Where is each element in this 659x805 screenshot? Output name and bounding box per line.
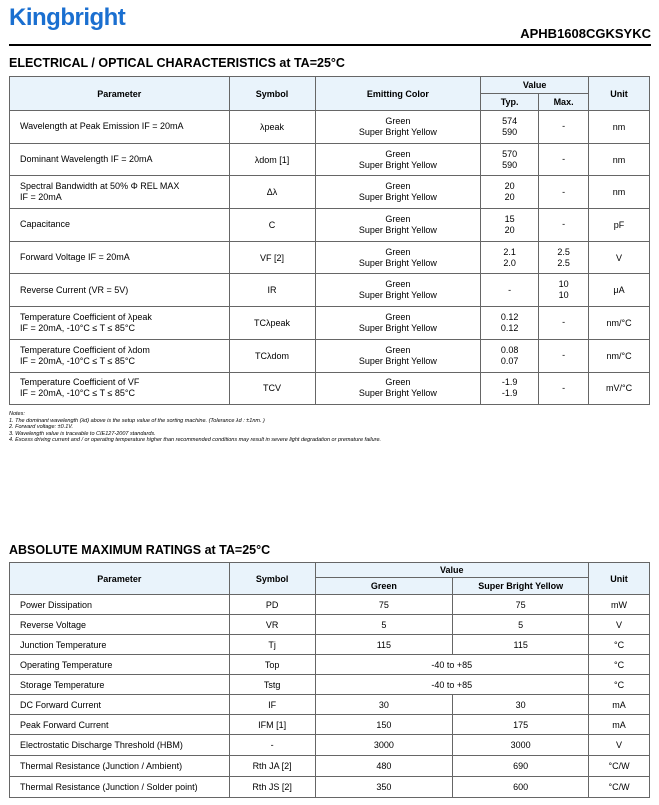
note-line: 4. Excess driving current and / or operating temperature higher than recommended conditions may result in severe light degradation or premature failure. [9, 437, 382, 444]
eo-typ-cell-line: 2.0 [503, 257, 516, 268]
eo-table-row [10, 307, 650, 340]
eo-max-cell-line: 2.5 [557, 257, 570, 268]
eo-max-cell-line: - [562, 350, 566, 361]
amr-unit-cell: °C [589, 655, 650, 675]
amr-yellow-cell: 3000 [453, 735, 589, 756]
eo-symbol-cell: λpeak [229, 111, 315, 144]
eo-symbol-cell: TCλdom [229, 339, 315, 372]
eo-header-color: Emitting Color [315, 77, 481, 111]
eo-parameter-cell [10, 111, 230, 144]
eo-color-cell-line: Green [385, 344, 411, 355]
eo-header-typ: Typ. [481, 94, 539, 111]
eo-unit-cell: μA [589, 274, 650, 307]
eo-parameter-cell-line: Wavelength at Peak Emission IF = 20mA [20, 121, 184, 132]
eo-parameter-cell-line: Capacitance [20, 219, 71, 230]
eo-table-row [10, 274, 650, 307]
amr-parameter-cell: Electrostatic Discharge Threshold (HBM) [10, 735, 230, 756]
amr-green-cell: 3000 [315, 735, 453, 756]
eo-parameter-cell-line: Spectral Bandwidth at 50% Φ REL MAX [20, 181, 180, 192]
header-divider [9, 44, 651, 46]
eo-unit-cell: nm [589, 143, 650, 176]
eo-table-row [10, 209, 650, 242]
eo-typ-cell-line: 0.12 [500, 322, 519, 333]
notes [9, 411, 381, 444]
amr-parameter-cell: Storage Temperature [10, 675, 230, 695]
eo-typ-cell [481, 143, 539, 176]
amr-unit-cell: °C/W [589, 777, 650, 798]
eo-typ-cell-line: 2.1 [503, 246, 516, 257]
eo-typ-cell [481, 339, 539, 372]
eo-color-cell-line: Green [385, 246, 411, 257]
amr-table-row [10, 756, 650, 777]
eo-color-cell-line: Green [385, 115, 411, 126]
eo-typ-cell-line: 570 [502, 148, 518, 159]
eo-typ-cell-line: 0.07 [500, 355, 519, 366]
amr-yellow-cell: 690 [453, 756, 589, 777]
absolute-max-ratings-table [9, 562, 650, 798]
amr-symbol-cell: VR [229, 615, 315, 635]
note-line: 1. The dominant wavelength (λd) above is the setup value of the sorting machine. (Tolerance λd : ±1nm. ) [9, 417, 265, 424]
amr-symbol-cell: Top [229, 655, 315, 675]
eo-parameter-cell [10, 241, 230, 274]
eo-unit-cell: nm/°C [589, 307, 650, 340]
amr-unit-cell: mA [589, 695, 650, 715]
eo-table-row [10, 111, 650, 144]
amr-unit-cell: mA [589, 715, 650, 735]
eo-header-max: Max. [539, 94, 589, 111]
eo-unit-cell: nm/°C [589, 339, 650, 372]
amr-green-cell: 75 [315, 595, 453, 615]
eo-max-cell-line: - [562, 154, 566, 165]
eo-unit-cell: V [589, 241, 650, 274]
amr-green-cell: 5 [315, 615, 453, 635]
eo-parameter-cell [10, 143, 230, 176]
eo-max-cell-line: 2.5 [557, 246, 570, 257]
amr-header-unit: Unit [589, 563, 650, 595]
eo-color-cell [315, 209, 481, 242]
eo-color-cell [315, 339, 481, 372]
eo-table-row [10, 339, 650, 372]
eo-color-cell-line: Super Bright Yellow [358, 322, 437, 333]
eo-symbol-cell: Δλ [229, 176, 315, 209]
eo-typ-cell-line: 0.08 [500, 344, 519, 355]
amr-unit-cell: V [589, 615, 650, 635]
eo-parameter-cell-line: Temperature Coefficient of VF [20, 377, 140, 388]
eo-symbol-cell: TCV [229, 372, 315, 405]
eo-parameter-cell-line: Temperature Coefficient of λdom [20, 344, 150, 355]
eo-color-cell-line: Super Bright Yellow [358, 355, 437, 366]
amr-parameter-cell: Peak Forward Current [10, 715, 230, 735]
note-line: 2. Forward voltage: ±0.1V. [9, 424, 74, 431]
amr-parameter-cell: Operating Temperature [10, 655, 230, 675]
eo-color-cell-line: Super Bright Yellow [358, 159, 437, 170]
eo-max-cell [539, 307, 589, 340]
amr-table-row [10, 655, 650, 675]
eo-typ-cell-line: 15 [504, 213, 515, 224]
eo-typ-cell [481, 111, 539, 144]
eo-max-cell-line: - [562, 382, 566, 393]
eo-typ-cell-line: - [508, 284, 512, 295]
eo-color-cell [315, 372, 481, 405]
amr-parameter-cell: DC Forward Current [10, 695, 230, 715]
amr-table-row [10, 615, 650, 635]
eo-typ-cell [481, 372, 539, 405]
eo-color-cell-line: Super Bright Yellow [358, 290, 437, 301]
eo-table-row [10, 176, 650, 209]
note-line: 3. Wavelength value is traceable to CIE127-2007 standards. [9, 430, 156, 437]
eo-color-cell-line: Green [385, 377, 411, 388]
amr-unit-cell: °C [589, 635, 650, 655]
amr-unit-cell: °C/W [589, 756, 650, 777]
amr-table-row [10, 735, 650, 756]
eo-section-title: ELECTRICAL / OPTICAL CHARACTERISTICS at TA=25°C [9, 56, 345, 70]
amr-symbol-cell: PD [229, 595, 315, 615]
amr-unit-cell: °C [589, 675, 650, 695]
eo-typ-cell-line: 590 [502, 126, 518, 137]
eo-header-parameter: Parameter [10, 77, 230, 111]
eo-unit-cell: nm [589, 176, 650, 209]
amr-unit-cell: V [589, 735, 650, 756]
eo-max-cell [539, 176, 589, 209]
amr-symbol-cell: Tstg [229, 675, 315, 695]
eo-color-cell-line: Super Bright Yellow [358, 257, 437, 268]
eo-parameter-cell [10, 209, 230, 242]
eo-max-cell-line: - [562, 121, 566, 132]
eo-symbol-cell: VF [2] [229, 241, 315, 274]
eo-color-cell-line: Green [385, 148, 411, 159]
eo-typ-cell [481, 209, 539, 242]
eo-characteristics-table [9, 76, 650, 405]
eo-parameter-cell-line: IF = 20mA, -10°C ≤ T ≤ 85°C [20, 322, 136, 333]
amr-table-row [10, 595, 650, 615]
eo-parameter-cell-line: Reverse Current (VR = 5V) [20, 284, 129, 295]
eo-symbol-cell: C [229, 209, 315, 242]
eo-header-unit: Unit [589, 77, 650, 111]
amr-table-row [10, 777, 650, 798]
eo-color-cell [315, 307, 481, 340]
eo-parameter-cell [10, 307, 230, 340]
amr-yellow-cell: 5 [453, 615, 589, 635]
eo-table-row [10, 372, 650, 405]
eo-parameter-cell [10, 176, 230, 209]
eo-max-cell [539, 241, 589, 274]
amr-section-title: ABSOLUTE MAXIMUM RATINGS at TA=25°C [9, 543, 271, 557]
eo-max-cell [539, 209, 589, 242]
amr-yellow-cell: 30 [453, 695, 589, 715]
amr-symbol-cell: - [229, 735, 315, 756]
eo-parameter-cell [10, 372, 230, 405]
amr-parameter-cell: Junction Temperature [10, 635, 230, 655]
eo-max-cell-line: 10 [558, 279, 569, 290]
eo-typ-cell [481, 274, 539, 307]
eo-color-cell-line: Green [385, 181, 411, 192]
eo-typ-cell-line: 20 [504, 224, 515, 235]
amr-symbol-cell: IF [229, 695, 315, 715]
amr-yellow-cell: 75 [453, 595, 589, 615]
eo-parameter-cell-line: Temperature Coefficient of λpeak [20, 311, 152, 322]
amr-symbol-cell: Rth JA [2] [229, 756, 315, 777]
eo-color-cell [315, 241, 481, 274]
amr-header-yellow: Super Bright Yellow [453, 578, 589, 595]
amr-symbol-cell: Tj [229, 635, 315, 655]
amr-green-cell: 115 [315, 635, 453, 655]
eo-typ-cell-line: 574 [502, 115, 518, 126]
eo-unit-cell: pF [589, 209, 650, 242]
amr-green-cell: 30 [315, 695, 453, 715]
eo-table-row [10, 143, 650, 176]
amr-header-green: Green [315, 578, 453, 595]
eo-typ-cell-line: -1.9 [501, 388, 518, 399]
amr-table-row [10, 695, 650, 715]
amr-table-row [10, 715, 650, 735]
part-number: APHB1608CGKSYKC [520, 26, 651, 41]
amr-yellow-cell: 115 [453, 635, 589, 655]
amr-header-parameter: Parameter [10, 563, 230, 595]
eo-typ-cell [481, 307, 539, 340]
eo-table-row [10, 241, 650, 274]
amr-green-cell: 150 [315, 715, 453, 735]
amr-yellow-cell: 600 [453, 777, 589, 798]
eo-unit-cell: nm [589, 111, 650, 144]
amr-unit-cell: mW [589, 595, 650, 615]
amr-table-row [10, 675, 650, 695]
eo-typ-cell-line: 20 [504, 181, 515, 192]
eo-color-cell-line: Super Bright Yellow [358, 224, 437, 235]
eo-max-cell-line: 10 [558, 290, 569, 301]
eo-typ-cell [481, 241, 539, 274]
eo-color-cell [315, 111, 481, 144]
amr-yellow-cell: 175 [453, 715, 589, 735]
eo-max-cell-line: - [562, 186, 566, 197]
eo-color-cell [315, 143, 481, 176]
eo-symbol-cell: IR [229, 274, 315, 307]
note-line: Notes: [9, 411, 25, 417]
eo-header-value: Value [481, 77, 589, 94]
amr-parameter-cell: Thermal Resistance (Junction / Solder point) [10, 777, 230, 798]
eo-header-symbol: Symbol [229, 77, 315, 111]
amr-parameter-cell: Reverse Voltage [10, 615, 230, 635]
eo-parameter-cell-line: Dominant Wavelength IF = 20mA [20, 154, 153, 165]
eo-parameter-cell-line: Forward Voltage IF = 20mA [20, 252, 130, 263]
eo-color-cell-line: Green [385, 311, 411, 322]
brand-logo: Kingbright [9, 4, 126, 31]
eo-max-cell [539, 339, 589, 372]
eo-typ-cell-line: 20 [504, 192, 515, 203]
eo-parameter-cell [10, 274, 230, 307]
eo-color-cell [315, 274, 481, 307]
eo-parameter-cell-line: IF = 20mA, -10°C ≤ T ≤ 85°C [20, 388, 136, 399]
eo-max-cell [539, 111, 589, 144]
eo-color-cell-line: Green [385, 213, 411, 224]
eo-typ-cell-line: -1.9 [501, 377, 518, 388]
amr-symbol-cell: IFM [1] [229, 715, 315, 735]
eo-parameter-cell-line: IF = 20mA [20, 192, 62, 203]
eo-max-cell [539, 143, 589, 176]
amr-green-cell: 480 [315, 756, 453, 777]
eo-symbol-cell: TCλpeak [229, 307, 315, 340]
eo-color-cell-line: Super Bright Yellow [358, 126, 437, 137]
amr-symbol-cell: Rth JS [2] [229, 777, 315, 798]
amr-green-cell: 350 [315, 777, 453, 798]
amr-value-span-cell: -40 to +85 [315, 675, 589, 695]
eo-color-cell-line: Green [385, 279, 411, 290]
eo-unit-cell: mV/°C [589, 372, 650, 405]
amr-table-row [10, 635, 650, 655]
amr-header-symbol: Symbol [229, 563, 315, 595]
eo-color-cell [315, 176, 481, 209]
eo-symbol-cell: λdom [1] [229, 143, 315, 176]
eo-parameter-cell-line: IF = 20mA, -10°C ≤ T ≤ 85°C [20, 355, 136, 366]
eo-max-cell [539, 372, 589, 405]
amr-header-value: Value [315, 563, 589, 578]
eo-typ-cell [481, 176, 539, 209]
eo-color-cell-line: Super Bright Yellow [358, 388, 437, 399]
eo-typ-cell-line: 0.12 [500, 311, 519, 322]
amr-parameter-cell: Thermal Resistance (Junction / Ambient) [10, 756, 230, 777]
eo-typ-cell-line: 590 [502, 159, 518, 170]
eo-max-cell-line: - [562, 317, 566, 328]
amr-parameter-cell: Power Dissipation [10, 595, 230, 615]
eo-color-cell-line: Super Bright Yellow [358, 192, 437, 203]
eo-parameter-cell [10, 339, 230, 372]
eo-max-cell-line: - [562, 219, 566, 230]
amr-value-span-cell: -40 to +85 [315, 655, 589, 675]
eo-max-cell [539, 274, 589, 307]
